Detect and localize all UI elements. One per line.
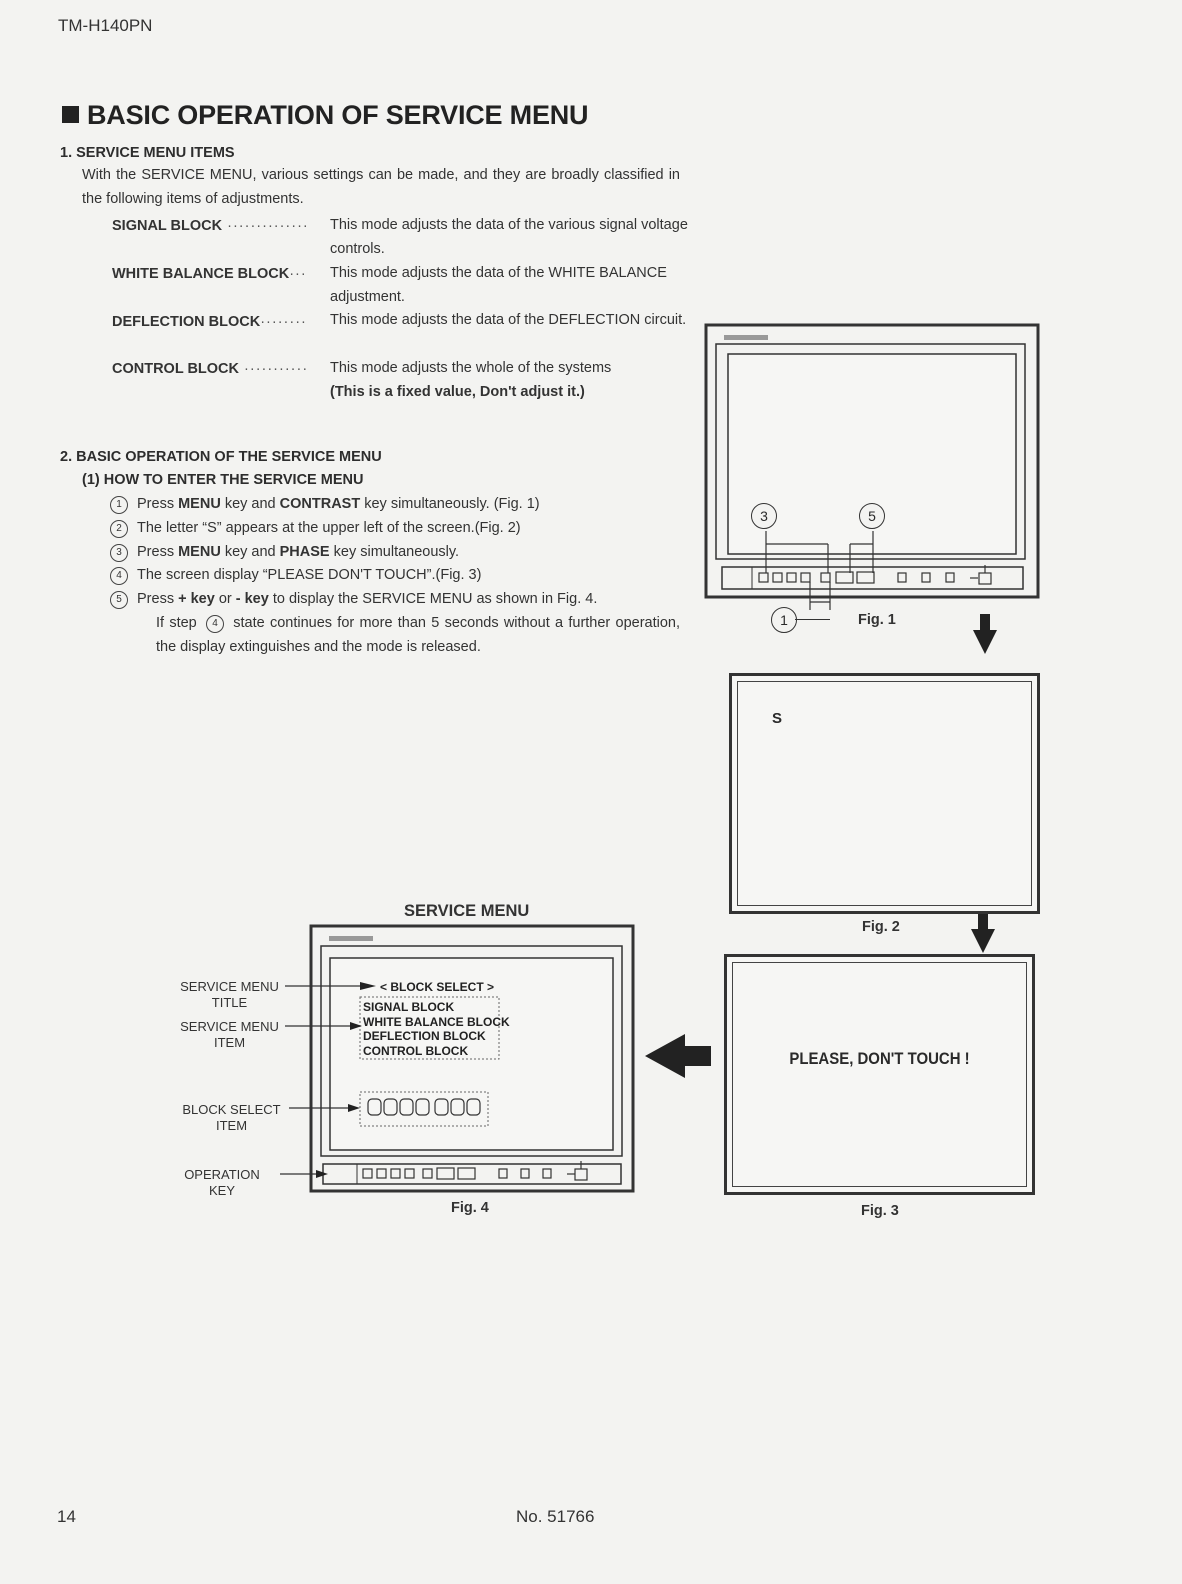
step-4 [110,567,481,585]
arrow-head [973,630,997,654]
leader-dots: ·············· [222,218,309,234]
block-key-exit [435,1099,448,1115]
fig3-please-dont-touch: PLEASE, DON'T TOUCH ! [789,1049,970,1068]
key-plus [857,572,874,583]
monitor-logo-bar [329,936,373,941]
fig1-caption: Fig. 1 [858,612,896,628]
block-key-def [400,1099,413,1115]
document-number: No. 51766 [516,1507,595,1526]
item-desc-control-warning: (This is a fixed value, Don't adjust it.) [330,383,585,400]
menu-item-signal: SIGNAL BLOCK [363,1000,455,1014]
step-key: MENU [178,544,221,560]
key-input-a [499,1169,507,1178]
step-text: Press [137,496,179,512]
fig1-monitor-diagram [700,320,1045,610]
arrowhead [348,1104,360,1112]
menu-item-deflection: DEFLECTION BLOCK [363,1029,486,1043]
step-1 [110,496,540,514]
item-label-text: SIGNAL BLOCK [112,218,223,234]
key-input-c [946,573,954,582]
callout-5: 5 [859,503,885,529]
step-key: + key [178,591,215,607]
block-key-ctl [416,1099,429,1115]
item-desc-control-text: This mode adjusts the whole of the systems [330,360,612,376]
page-number: 14 [57,1507,76,1526]
section1-heading: 1. SERVICE MENU ITEMS [60,145,235,161]
item-label-text: CONTROL BLOCK [112,361,240,377]
fig3-screen [724,954,1035,1195]
step-key: - key [235,591,269,607]
key-input-c [543,1169,551,1178]
fig2-s-letter: S [772,710,783,727]
key-plus [458,1168,475,1179]
callout-3: 3 [751,503,777,529]
item-label-control [112,361,308,377]
step-5 [110,591,597,609]
left-arrow-icon [645,1032,713,1080]
callout-leader [795,619,830,620]
block-select-keys [368,1099,480,1115]
leader-dots: ········ [260,314,307,330]
label-operation-key [172,1167,272,1199]
key-menu [759,573,768,582]
pointer-lines [280,986,360,1174]
item-desc-deflection: This mode adjusts the data of the DEFLECTION circuit. [330,312,687,328]
key-contrast [423,1169,432,1178]
key-power [979,573,991,584]
monitor-logo-bar [724,335,768,340]
label-line: ITEM [213,1035,246,1050]
key-power [575,1169,587,1180]
label-line: SERVICE MENU [180,1019,279,1034]
key-input-a [898,573,906,582]
step-text: key simultaneously. [329,544,460,560]
step-text: to display the SERVICE MENU as shown in Fig. 4. [268,591,598,607]
fig4-caption: Fig. 4 [451,1200,489,1216]
down-arrow-icon [969,913,997,955]
down-arrow-icon [971,614,999,656]
panel-keys [759,565,991,584]
step-3 [110,544,459,562]
item-label-deflection [112,314,307,330]
fig3-caption: Fig. 3 [861,1203,899,1219]
key-input-b [521,1169,529,1178]
key [787,573,796,582]
step-number: 4 [110,567,128,585]
label-block-select-item [174,1102,289,1134]
fig4-pointer-lines [280,975,380,1185]
section1-intro: With the SERVICE MENU, various settings can be made, and they are broadly classified in the following items of adjustments. [82,167,680,207]
arrowhead [316,1170,328,1178]
menu-item-white-balance: WHITE BALANCE BLOCK [363,1014,510,1029]
label-line: SERVICE MENU [180,979,279,994]
step-text: Press [137,591,179,607]
label-line: OPERATION [184,1167,260,1182]
fig2-caption: Fig. 2 [862,919,900,935]
fig2-screen [729,673,1040,914]
callout-1: 1 [771,607,797,633]
key-contrast [821,573,830,582]
key-minus [437,1168,454,1179]
item-desc-signal: This mode adjusts the data of the various signal voltage controls. [330,217,688,257]
pointer-arrowheads [316,982,376,1178]
arrow-shaft [980,614,990,632]
key [391,1169,400,1178]
step-text: Press [137,544,179,560]
arrowhead [360,982,376,990]
key [405,1169,414,1178]
step-number: 2 [110,520,128,538]
arrowhead [350,1022,362,1030]
step-key: CONTRAST [279,496,361,512]
key [773,573,782,582]
step-key: PHASE [279,544,330,560]
fig4-menu-title: < BLOCK SELECT > [380,980,495,994]
section2-subheading: (1) HOW TO ENTER THE SERVICE MENU [82,472,364,488]
section2-heading: 2. BASIC OPERATION OF THE SERVICE MENU [60,449,382,465]
item-label-white-balance [112,266,307,282]
key [801,573,810,582]
note-text: If step [156,615,197,631]
page-title-text: BASIC OPERATION OF SERVICE MENU [87,100,589,130]
label-line: KEY [208,1183,235,1198]
label-line: BLOCK SELECT [182,1102,281,1117]
leader-dots: ··· [289,266,307,282]
leader-dots: ··········· [239,361,309,377]
fig3-screen-inner [732,962,1027,1187]
label-service-menu-title [172,979,287,1011]
block-key-wb [384,1099,397,1115]
step-text: or [214,591,236,607]
step-number: 3 [110,544,128,562]
key-input-b [922,573,930,582]
model-number: TM-H140PN [58,16,153,35]
step-number: 1 [110,496,128,514]
fig4-menu-list [363,1000,510,1058]
bullet-square-icon [62,106,79,123]
block-key-plus [467,1099,480,1115]
step-note [156,611,680,659]
item-desc-control [330,357,690,404]
menu-item-control: CONTROL BLOCK [363,1043,469,1058]
label-line: TITLE [211,995,248,1010]
step-text: key simultaneously. (Fig. 1) [360,496,540,512]
step-text: The letter “S” appears at the upper left of the screen.(Fig. 2) [137,520,521,536]
step-text: The screen display “PLEASE DON'T TOUCH”.(Fig. 3) [137,567,482,583]
key-minus [836,572,853,583]
arrow-shaft [978,913,988,931]
label-service-menu-item [172,1019,287,1051]
fig4-heading: SERVICE MENU [404,902,530,920]
step-2 [110,520,521,538]
note-text: state continues for more than 5 seconds without a further operation, the display extinguishes and the mode is released. [156,615,681,655]
item-label-text: DEFLECTION BLOCK [112,314,261,330]
step-key: MENU [178,496,221,512]
arrow-head [971,929,995,953]
item-desc-white-balance: This mode adjusts the data of the WHITE BALANCE adjustment. [330,265,667,305]
step-text: key and [220,544,280,560]
page-title [62,100,588,131]
step-text: key and [220,496,280,512]
step-number: 5 [110,591,128,609]
note-step-number: 4 [206,615,224,633]
arrow-shape [645,1034,711,1078]
item-label-signal [112,218,309,234]
label-line: ITEM [215,1118,248,1133]
item-label-text: WHITE BALANCE BLOCK [112,266,290,282]
block-key-minus [451,1099,464,1115]
